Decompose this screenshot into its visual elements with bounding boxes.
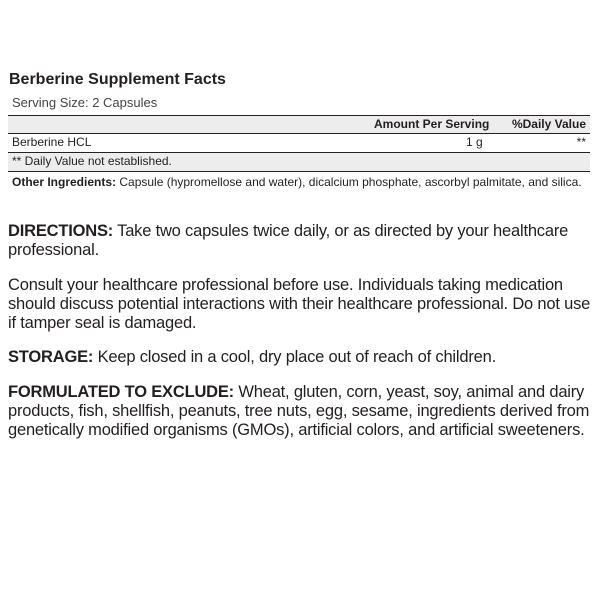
caution-paragraph: Consult your healthcare professional before use. Individuals taking medication should discuss potential interactions with their healthcare professional. Do not use if tamper seal is damaged. [8, 276, 591, 332]
directions-paragraph [8, 222, 592, 260]
storage-text: Keep closed in a cool, dry place out of reach of children. [93, 348, 496, 366]
header-daily-value: %Daily Value [511, 117, 586, 131]
ingredient-daily-value: ** [576, 135, 586, 149]
facts-title: Berberine Supplement Facts [9, 71, 226, 88]
other-ingredients [8, 171, 590, 189]
facts-header-row [8, 116, 590, 133]
directions-text: Take two capsules twice daily, or as directed by your healthcare professional. [8, 222, 569, 259]
daily-value-note: ** Daily Value not established. [8, 152, 590, 171]
directions-label: DIRECTIONS: [8, 222, 114, 240]
other-ingredients-text: Capsule (hypromellose and water), dicalcium phosphate, ascorbyl palmitate, and silica. [116, 175, 582, 189]
other-ingredients-label: Other Ingredients: [12, 175, 117, 189]
exclude-paragraph [8, 383, 592, 440]
ingredient-amount: 1 g [466, 135, 483, 149]
header-amount: Amount Per Serving [374, 117, 490, 131]
facts-row [8, 133, 590, 152]
serving-size: Serving Size: 2 Capsules [12, 95, 158, 110]
storage-label: STORAGE: [8, 348, 94, 366]
ingredient-name: Berberine HCL [12, 135, 92, 149]
exclude-text: Wheat, gluten, corn, yeast, soy, animal and dairy products, fish, shellfish, peanuts, tree nuts, egg, sesame, ingredients derived from genetically modified organisms (GMOs), artificial colors, and artificial sweeteners. [8, 383, 590, 439]
storage-paragraph [8, 348, 592, 367]
exclude-label: FORMULATED TO EXCLUDE: [8, 383, 234, 401]
supplement-facts-panel [8, 70, 590, 189]
